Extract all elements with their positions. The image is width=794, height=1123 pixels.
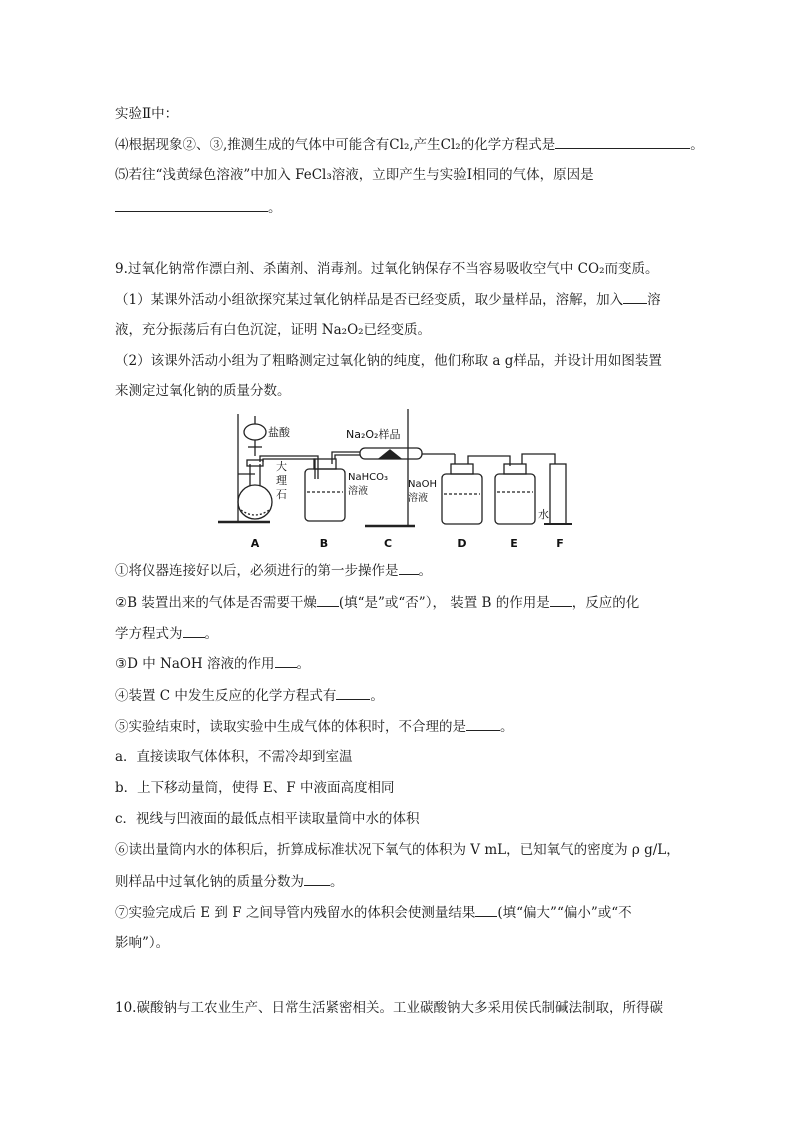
option-a: a．直接读取气体体积，不需冷却到室温 [115, 749, 353, 765]
s7-text-a: ⑦实验完成后 E 到 F 之间导管内残留水的体积会使测量结果 [115, 905, 476, 921]
q4-line [115, 134, 704, 155]
s4-end: 。 [370, 688, 384, 704]
s2-text-b: (填“是”或“否”）， 装置 B 的作用是 [338, 595, 550, 611]
s6-line1: ⑥读出量筒内水的体积后，折算成标准状况下氧气的体积为 V mL，已知氧气的密度为 ρ g/L， [115, 842, 680, 858]
q4-blank[interactable] [555, 134, 690, 149]
s7-text-b: (填“偏大”“偏小”或“不 [497, 905, 632, 921]
s3-end: 。 [296, 656, 311, 672]
q4-text: ⑷根据现象②、③,推测生成的气体中可能含有Cl₂,产生Cl₂的化学方程式是 [115, 137, 556, 153]
q9-p1-blank[interactable] [623, 289, 647, 304]
s2-blank-1[interactable] [317, 592, 339, 607]
s1-text: ①将仪器连接好以后，必须进行的第一步操作是 [115, 563, 399, 579]
s7-line2: 影响”）。 [115, 935, 170, 951]
label-acid: 盐酸 [268, 426, 290, 439]
q9-p1-text: （1）某课外活动小组欲探究某过氧化钠样品是否已经变质，取少量样品，溶解，加入 [115, 292, 624, 308]
part2-header: 实验Ⅱ中： [115, 106, 179, 122]
label-marble-3: 石 [276, 488, 287, 501]
s2-line2-end: 。 [204, 626, 218, 642]
s2-blank-2[interactable] [550, 592, 572, 607]
label-marble-1: 大 [276, 460, 287, 473]
s6-line2 [115, 871, 344, 892]
q5-blank[interactable] [115, 197, 268, 212]
q9-p1-text-b: 溶 [647, 292, 661, 308]
s2-text-c: ，反应的化 [571, 595, 640, 611]
s4-line [115, 685, 384, 706]
s5-line [115, 716, 514, 737]
q5-line2 [115, 197, 282, 218]
label-naoh-1: NaOH [408, 479, 437, 490]
s2-blank-3[interactable] [183, 623, 205, 638]
apparatus-diagram [210, 404, 590, 554]
q9-p1-line1 [115, 289, 661, 310]
s2-text-a: ②B 装置出来的气体是否需要干燥 [115, 595, 317, 611]
s7-blank[interactable] [475, 902, 497, 917]
letter-f: F [556, 537, 564, 550]
q9-intro: 9.过氧化钠常作漂白剂、杀菌剂、消毒剂。过氧化钠保存不当容易吸收空气中 CO₂而变质。 [115, 261, 659, 277]
letter-a: A [250, 537, 260, 550]
letter-e: E [510, 537, 518, 550]
s1-line [115, 560, 432, 581]
label-water: 水 [538, 508, 549, 521]
q9-p1-line2: 液，充分振荡后有白色沉淀，证明 Na₂O₂已经变质。 [115, 322, 432, 338]
s5-blank[interactable] [466, 716, 500, 731]
letter-d: D [457, 537, 467, 550]
s3-text: ③D 中 NaOH 溶液的作用 [115, 656, 275, 672]
s1-end: 。 [418, 563, 432, 579]
q9-p2-line1: （2）该课外活动小组为了粗略测定过氧化钠的纯度，他们称取 a g样品，并设计用如图装置 [115, 353, 662, 369]
label-marble-2: 理 [276, 474, 287, 487]
letter-b: B [319, 537, 329, 550]
s4-blank[interactable] [336, 685, 370, 700]
s1-blank[interactable] [399, 560, 419, 575]
label-naoh-2: 溶液 [408, 493, 428, 504]
s2-line1 [115, 592, 639, 613]
label-sample: Na₂O₂样品 [346, 428, 401, 441]
s6-end: 。 [330, 874, 344, 890]
s3-blank[interactable] [275, 653, 297, 668]
q4-suffix: 。 [690, 137, 704, 153]
s6-blank[interactable] [304, 871, 330, 886]
q10-line1: 10.碳酸钠与工农业生产、日常生活紧密相关。工业碳酸钠大多采用侯氏制碱法制取，所得碳 [115, 1000, 663, 1016]
s4-text: ④装置 C 中发生反应的化学方程式有 [115, 688, 337, 704]
option-b: b．上下移动量筒，使得 E、F 中液面高度相同 [115, 780, 395, 796]
s7-line1 [115, 902, 632, 923]
option-c: c．视线与凹液面的最低点相平读取量筒中水的体积 [115, 811, 420, 827]
s6-text: 则样品中过氧化钠的质量分数为 [115, 874, 304, 890]
s5-text: ⑤实验结束时，读取实验中生成气体的体积时，不合理的是 [115, 719, 466, 735]
q9-p2-line2: 来测定过氧化钠的质量分数。 [115, 383, 291, 399]
q5-line1: ⑸若往“浅黄绿色溶液”中加入 FeCl₃溶液，立即产生与实验Ⅰ相同的气体，原因是 [115, 167, 594, 183]
label-nahco3-1: NaHCO₃ [348, 472, 388, 483]
letter-c: C [383, 537, 393, 550]
s2-line2 [115, 623, 218, 644]
s2-line2-text: 学方程式为 [115, 626, 183, 642]
s5-end: 。 [500, 719, 514, 735]
s3-line [115, 653, 310, 674]
label-nahco3-2: 溶液 [348, 486, 368, 497]
q5-suffix: 。 [268, 200, 282, 216]
